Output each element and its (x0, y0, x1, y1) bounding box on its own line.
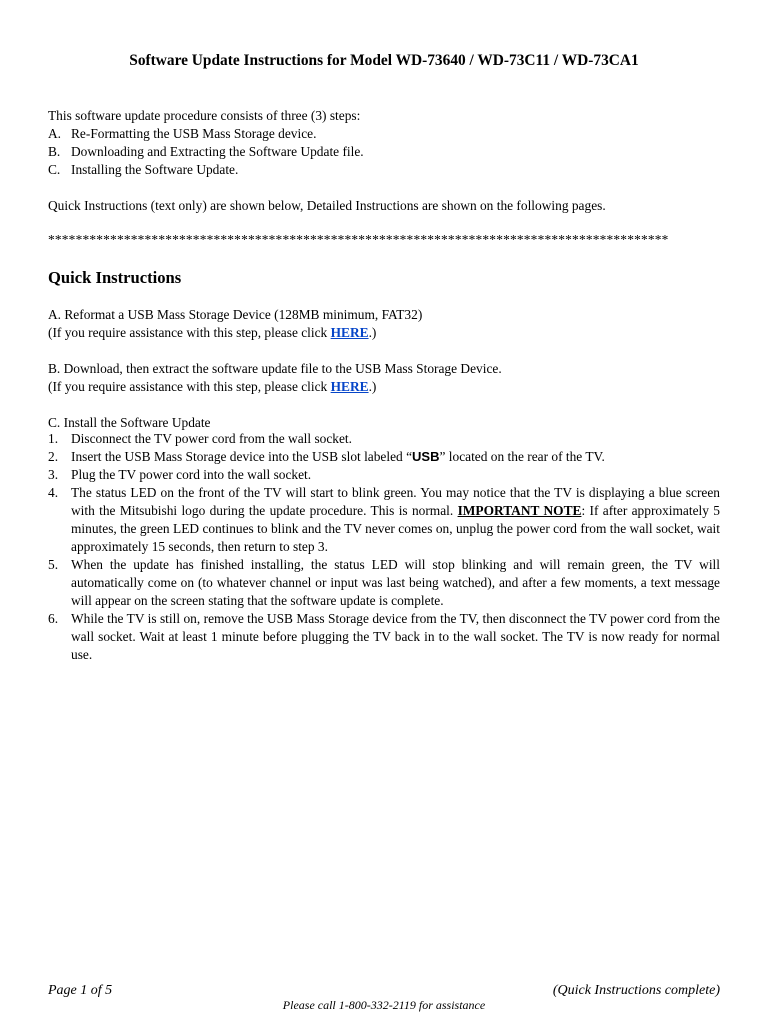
install-step-3-text: Plug the TV power cord into the wall socket. (71, 467, 312, 482)
section-b-assist-text: (If you require assistance with this step, please click (48, 379, 331, 394)
section-a-assist-end: .) (368, 325, 377, 340)
quick-instructions-heading: Quick Instructions (48, 268, 182, 287)
install-step-5-number: 5. (48, 557, 59, 572)
intro-step-a (48, 125, 316, 143)
page-number: Page 1 of 5 (48, 983, 113, 998)
intro-step-a-marker: A. (48, 126, 62, 141)
intro-step-c (48, 161, 238, 179)
section-b-assist-end: .) (368, 379, 377, 394)
install-step-1-text: Disconnect the TV power cord from the wall socket. (71, 431, 353, 446)
footer-assistance: Please call 1-800-332-2119 for assistance (282, 998, 486, 1012)
intro-step-c-marker: C. (48, 162, 61, 177)
section-c-heading: C. Install the Software Update (48, 415, 211, 430)
usb-label: USB (412, 449, 440, 464)
intro-step-c-text: Installing the Software Update. (71, 162, 239, 177)
install-step-3-number: 3. (48, 467, 59, 482)
install-step-4-number: 4. (48, 485, 59, 500)
intro-step-a-text: Re-Formatting the USB Mass Storage device. (71, 126, 317, 141)
install-step-4-text-end: : If after approximately 5 minutes, the green LED continues to blink and the TV never comes on, unplug the power cord from the wall socket, wait approximately 15 seconds, then return to step 3. (71, 503, 720, 554)
install-step-2 (48, 448, 720, 466)
install-step-6-text: While the TV is still on, remove the USB Mass Storage device from the TV, then disconnect the TV power cord from the wall socket. Wait at least 1 minute before plugging the TV back in to the wall socket. The TV is now ready for normal use. (71, 611, 720, 662)
intro-step-b-marker: B. (48, 144, 61, 159)
section-b-line: B. Download, then extract the software update file to the USB Mass Storage Device. (48, 361, 502, 376)
intro-lead: This software update procedure consists of three (3) steps: (48, 108, 361, 123)
separator-line: ****************************************************************************************** (48, 232, 669, 247)
section-b-here-link[interactable]: HERE (330, 379, 369, 394)
install-step-6-number: 6. (48, 611, 59, 626)
section-a-assist-text: (If you require assistance with this step, please click (48, 325, 331, 340)
install-step-5-text: When the update has finished installing, the status LED will stop blinking and will remain green, the TV will automatically come on (to whatever channel or input was last being watched), and after a few moments, a text message will appear on the screen stating that the software update is complete. (71, 557, 720, 608)
intro-note: Quick Instructions (text only) are shown below, Detailed Instructions are shown on the following pages. (48, 198, 606, 213)
section-b-assist (48, 378, 376, 396)
install-step-6 (48, 610, 720, 664)
install-step-1 (48, 430, 720, 448)
install-step-4 (48, 484, 720, 556)
install-step-2-text: Insert the USB Mass Storage device into the USB slot labeled “ (71, 449, 413, 464)
install-step-5 (48, 556, 720, 610)
important-note-label: IMPORTANT NOTE (457, 503, 582, 518)
install-step-4-text: The status LED on the front of the TV will start to blink green. You may notice that the TV is displaying a blue screen with the Mitsubishi logo during the update procedure. This is normal. (71, 485, 720, 518)
footer-status: (Quick Instructions complete) (552, 983, 720, 998)
intro-step-b-text: Downloading and Extracting the Software Update file. (71, 144, 364, 159)
install-step-3 (48, 466, 720, 484)
section-a-line: A. Reformat a USB Mass Storage Device (128MB minimum, FAT32) (48, 307, 423, 322)
install-step-1-number: 1. (48, 431, 59, 446)
install-step-2-number: 2. (48, 449, 59, 464)
document-title: Software Update Instructions for Model WD-73640 / WD-73C11 / WD-73CA1 (129, 52, 639, 69)
intro-step-b (48, 143, 364, 161)
section-a-assist (48, 324, 376, 342)
install-steps-list (48, 430, 720, 664)
install-step-2-text-end: ” located on the rear of the TV. (439, 449, 605, 464)
section-a-here-link[interactable]: HERE (330, 325, 369, 340)
